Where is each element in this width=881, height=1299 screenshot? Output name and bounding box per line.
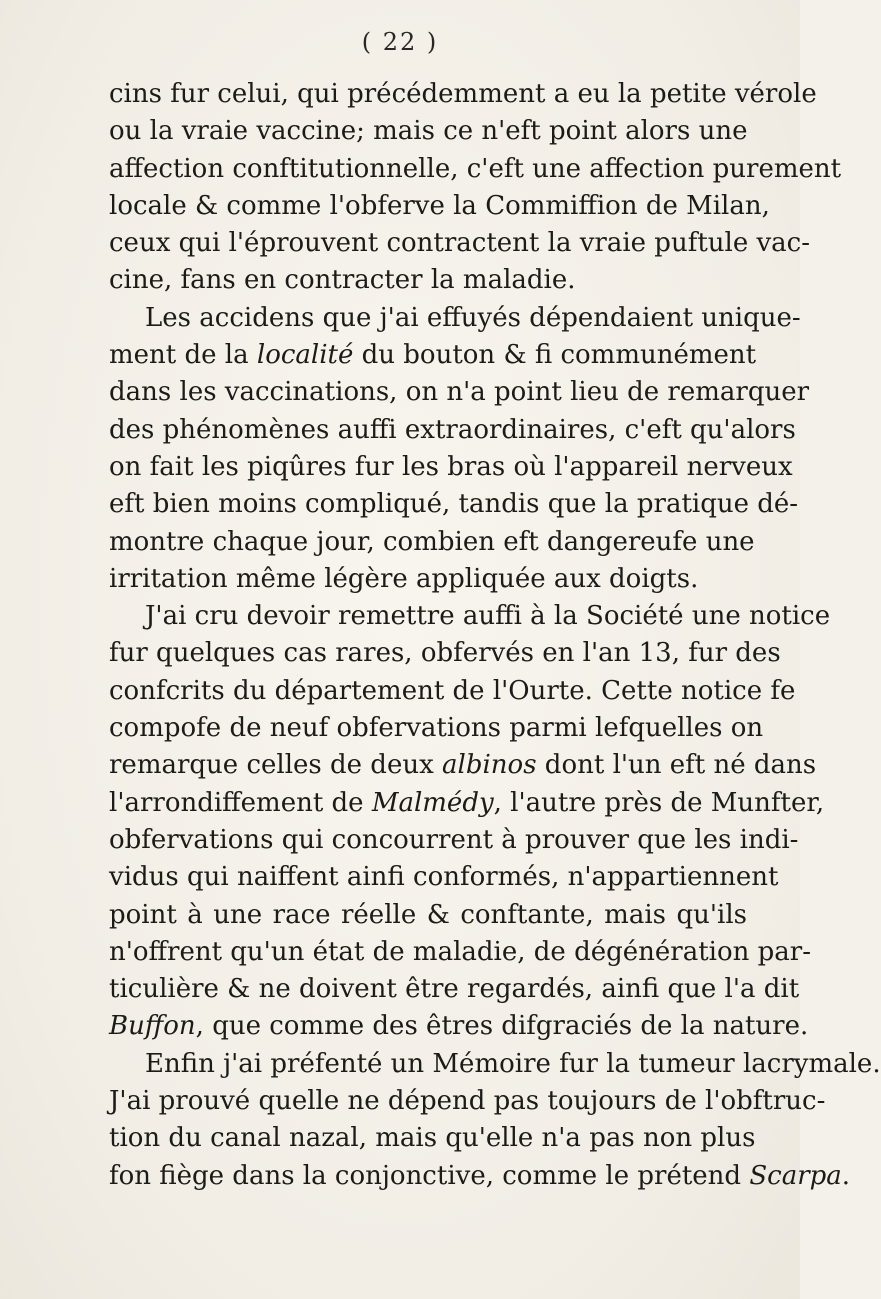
text-line — [109, 561, 747, 598]
body-text — [109, 76, 881, 1195]
text-run: cins fur celui, qui précédemment a eu la petite vérole — [109, 79, 817, 109]
text-run: cine, fans en contracter la maladie. — [109, 265, 576, 296]
text-line — [109, 300, 801, 337]
text-run: , que comme des êtres difgraciés de la nature. — [195, 1011, 809, 1042]
text-line — [109, 374, 810, 411]
text-line — [109, 1046, 881, 1083]
text-line — [109, 524, 755, 561]
text-run: affection conftitutionnelle, c'eft une affection purement — [109, 153, 842, 184]
text-run: fur quelques cas rares, obfervés en l'an 13, fur des — [109, 638, 781, 669]
text-line — [109, 486, 799, 523]
text-run: point à une race réelle & conftante, mais qu'ils — [109, 899, 747, 930]
text-run: fon fiège dans la conjonctive, comme le prétend — [109, 1160, 750, 1191]
text-line — [109, 710, 764, 747]
text-line — [109, 113, 747, 150]
text-line — [109, 188, 770, 225]
text-run: ou la vraie vaccine; mais ce n'eft point alors une — [109, 116, 748, 147]
text-line — [109, 225, 811, 262]
text-line — [109, 449, 793, 486]
text-run: remarque celles de deux — [109, 750, 443, 781]
text-line — [109, 598, 831, 635]
text-run: on fait les piqûres fur les bras où l'appareil nerveux — [109, 451, 793, 482]
text-run: tion du canal nazal, mais qu'elle n'a pas non plus — [109, 1123, 756, 1154]
italic-term: localité — [256, 340, 354, 371]
text-run: . — [841, 1160, 851, 1191]
text-run: J'ai cru devoir remettre auffi à la Société une notice — [145, 601, 831, 632]
text-line — [109, 785, 825, 822]
italic-term: Buffon — [109, 1011, 196, 1042]
text-line — [109, 262, 747, 299]
text-run: irritation même légère appliquée aux doigts. — [109, 563, 699, 594]
italic-term: Scarpa — [749, 1160, 842, 1191]
text-run: locale & comme l'obferve la Commiffion de Milan, — [109, 190, 770, 221]
text-line — [109, 1158, 851, 1195]
text-run: dans les vaccinations, on n'a point lieu de remarquer — [109, 377, 810, 408]
text-line — [109, 76, 817, 113]
italic-term: albinos — [442, 750, 537, 781]
text-run: compofe de neuf obfervations parmi lefquelles on — [109, 713, 764, 744]
text-run: vidus qui naiffent ainfi conformés, n'appartiennent — [109, 862, 779, 893]
text-line — [109, 822, 799, 859]
text-line — [109, 151, 842, 188]
text-line — [109, 859, 779, 896]
text-run: Enfin j'ai préfenté un Mémoire fur la tumeur lacrymale. — [145, 1048, 881, 1079]
text-run: ticulière & ne doivent être regardés, ainfi que l'a dit — [109, 974, 800, 1005]
text-line — [109, 971, 800, 1008]
text-line — [109, 673, 796, 710]
page-number: ( 22 ) — [361, 28, 439, 56]
text-line — [109, 897, 747, 934]
text-line — [109, 747, 817, 784]
text-line — [109, 635, 781, 672]
text-run: Les accidens que j'ai effuyés dépendaient unique- — [145, 302, 801, 333]
text-line — [109, 1008, 809, 1045]
text-run: dont l'un eft né dans — [536, 750, 817, 781]
text-run: n'offrent qu'un état de maladie, de dégénération par- — [109, 936, 811, 967]
text-run: obfervations qui concourrent à prouver que les indi- — [109, 824, 799, 855]
text-line — [109, 412, 796, 449]
text-run: confcrits du département de l'Ourte. Cette notice fe — [109, 675, 796, 706]
text-run: eft bien moins compliqué, tandis que la pratique dé- — [109, 489, 799, 520]
text-run: des phénomènes auffi extraordinaires, c'eft qu'alors — [109, 414, 796, 445]
italic-term: Malmédy — [371, 787, 494, 818]
text-run: , l'autre près de Munfter, — [493, 787, 825, 818]
text-run: ceux qui l'éprouvent contractent la vraie puftule vac- — [109, 228, 811, 259]
text-line — [109, 1083, 826, 1120]
text-line — [109, 337, 757, 374]
text-run: ment de la — [109, 340, 257, 371]
text-run: l'arrondiffement de — [109, 787, 372, 818]
text-line — [109, 934, 811, 971]
text-run: du bouton & fi communément — [353, 340, 757, 371]
text-run: montre chaque jour, combien eft dangereufe une — [109, 526, 755, 557]
text-run: J'ai prouvé quelle ne dépend pas toujours de l'obftruc- — [109, 1086, 826, 1117]
text-line — [109, 1120, 756, 1157]
